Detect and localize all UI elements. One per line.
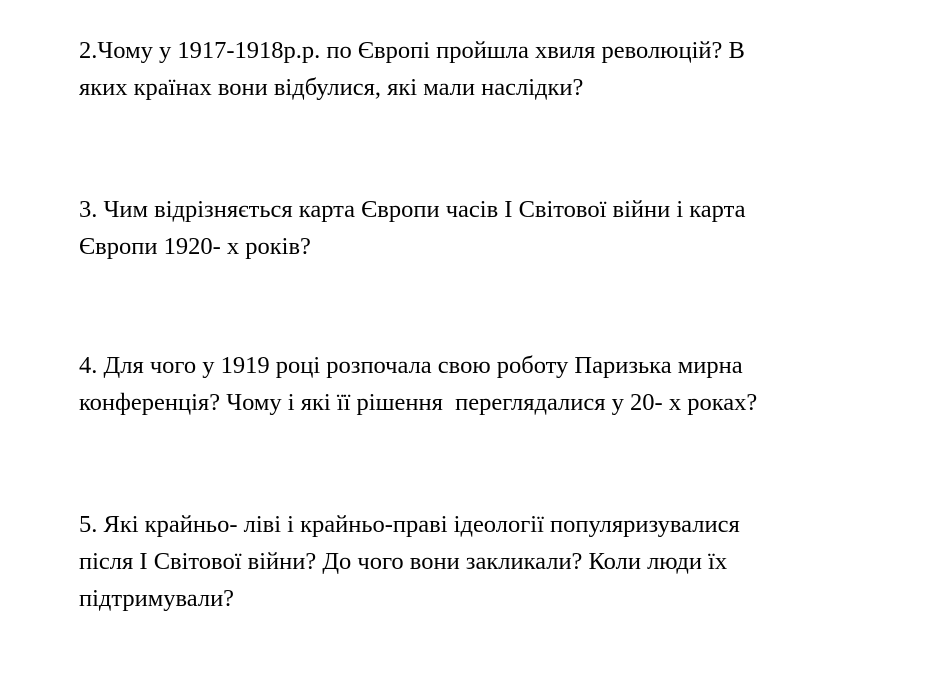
question-2-line-2: яких країнах вони відбулися, які мали наслідки?	[79, 74, 584, 101]
question-5-line-2: після І Світової війни? До чого вони закликали? Коли люди їх	[79, 548, 728, 575]
question-3	[79, 191, 909, 265]
question-2	[79, 32, 909, 106]
question-3-line-1: 3. Чим відрізняється карта Європи часів І Світової війни і карта	[79, 196, 746, 223]
question-5	[79, 506, 909, 617]
question-2-line-1: 2.Чому у 1917-1918р.р. по Європі пройшла хвиля революцій? В	[79, 37, 745, 64]
question-4-line-1: 4. Для чого у 1919 році розпочала свою роботу Паризька мирна	[79, 352, 743, 379]
question-5-line-1: 5. Які крайньо- ліві і крайньо-праві ідеології популяризувалися	[79, 511, 740, 538]
question-5-line-3: підтримували?	[79, 585, 235, 612]
question-4-line-2: конференція? Чому і які її рішення переглядалися у 20- х роках?	[79, 389, 758, 416]
question-3-line-2: Європи 1920- х років?	[79, 233, 311, 260]
question-4	[79, 347, 909, 421]
